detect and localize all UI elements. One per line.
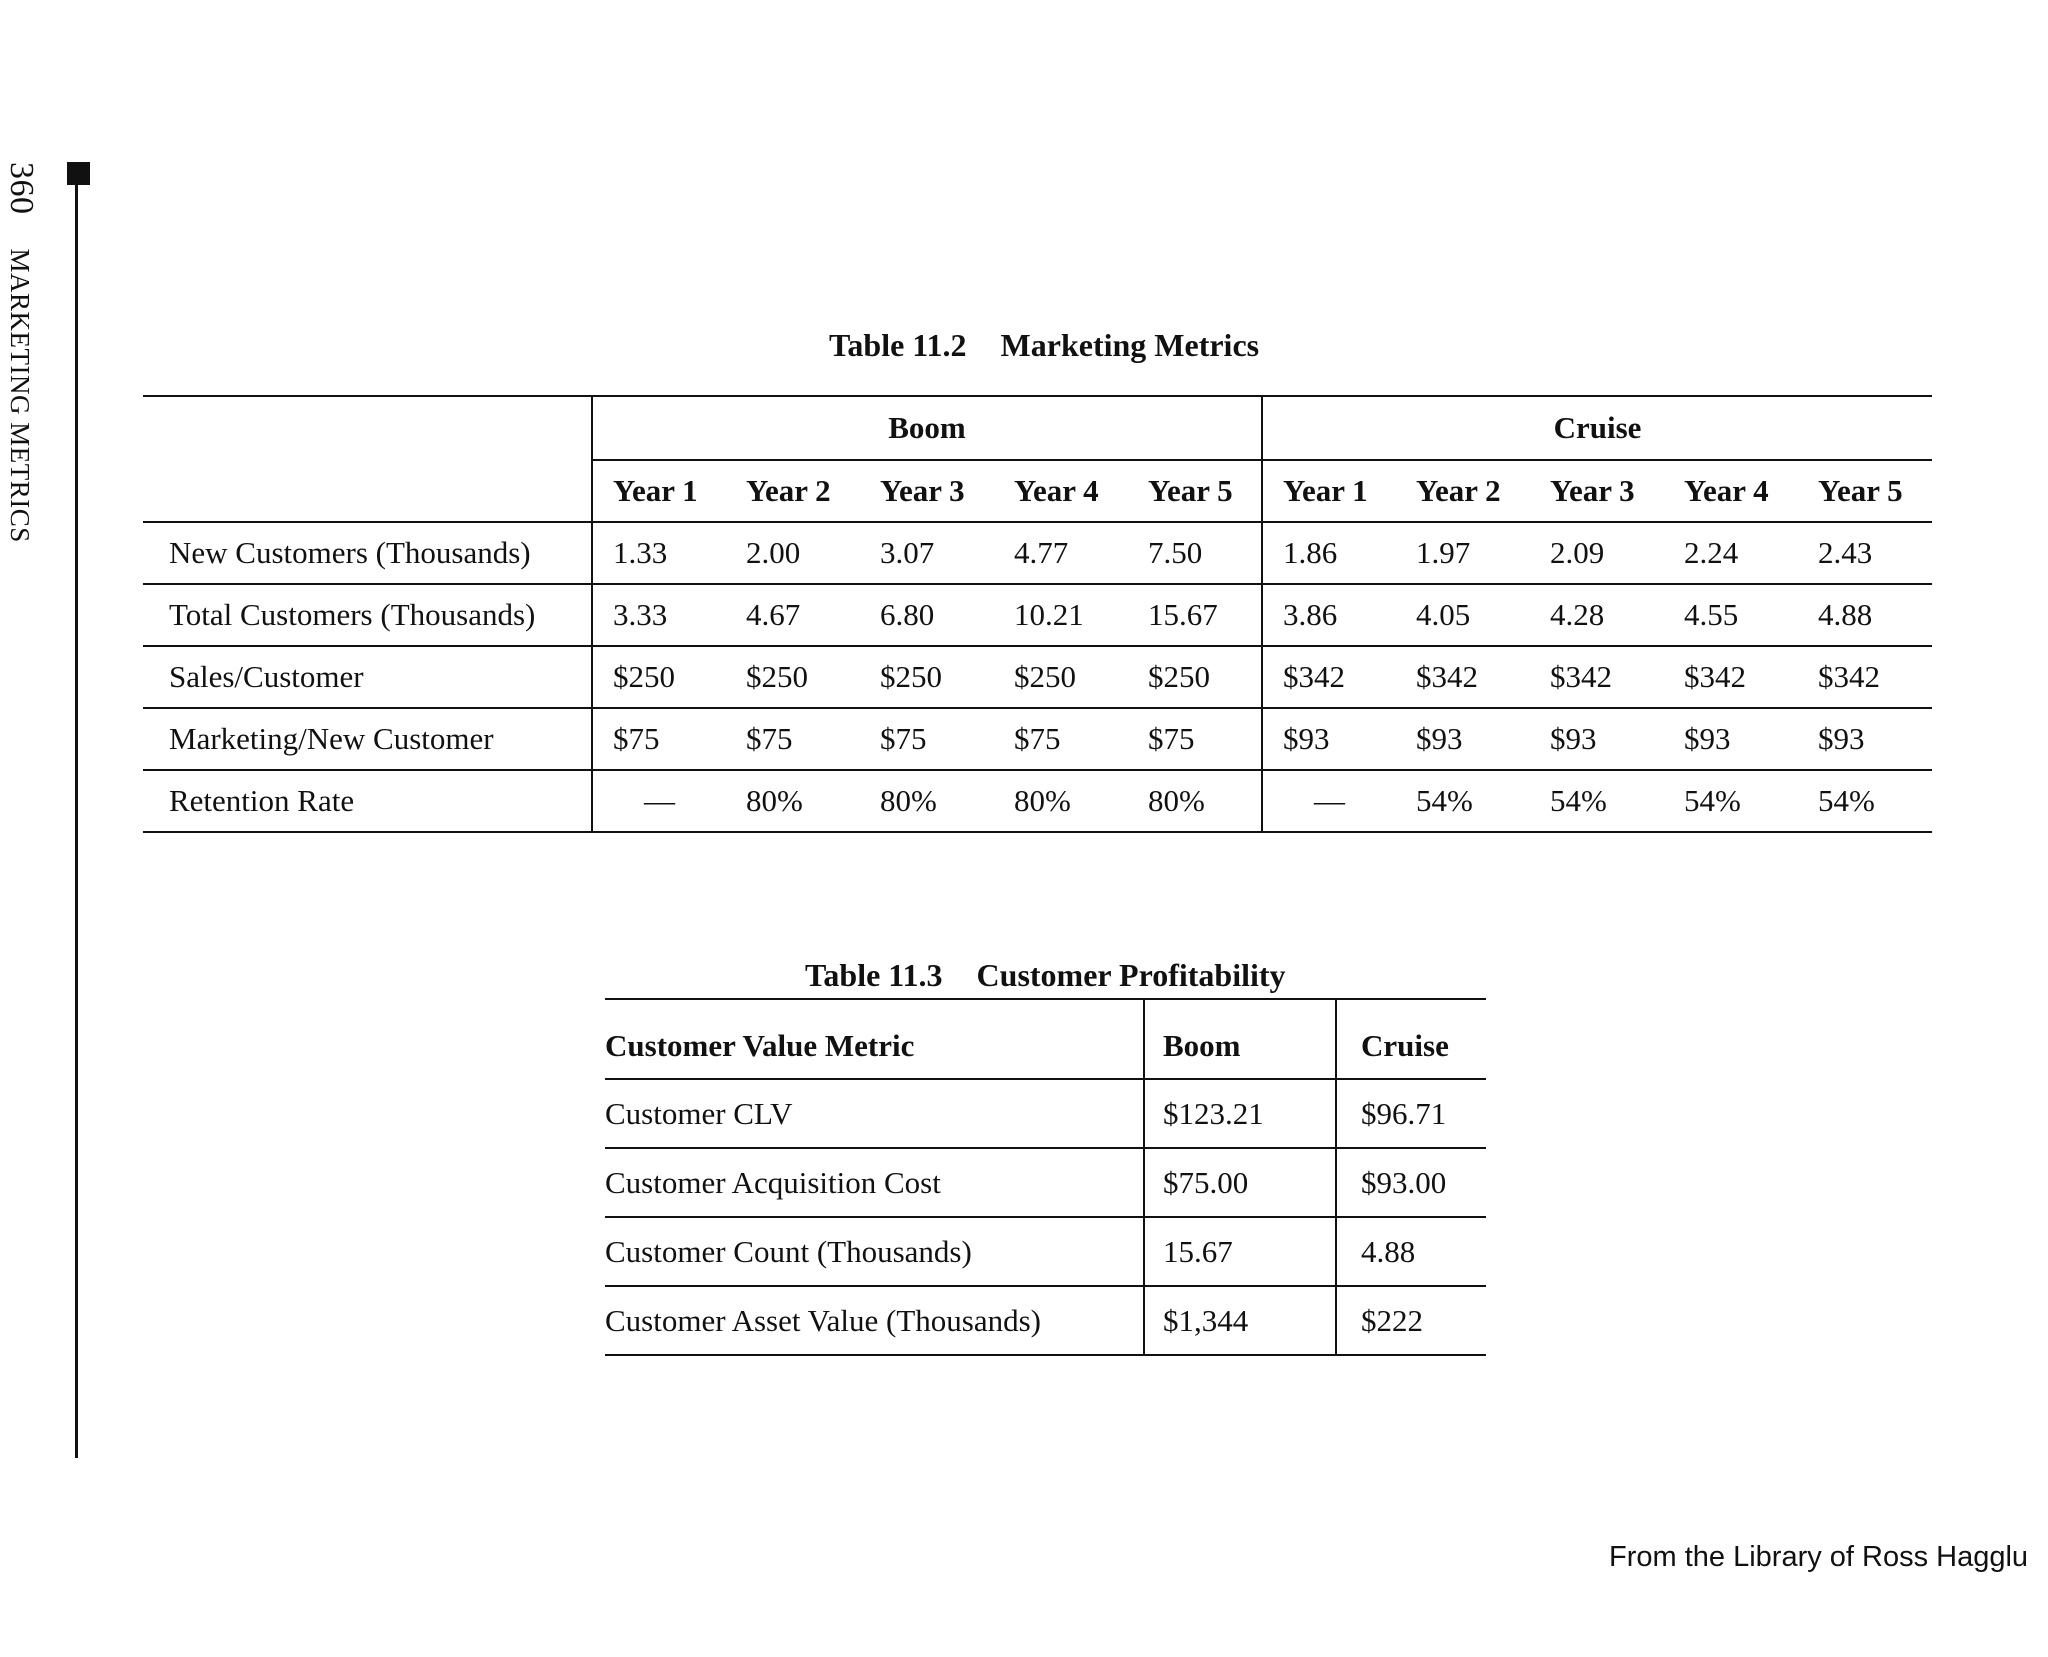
table-title: Customer Profitability: [976, 957, 1286, 993]
column-header: Year 5: [1148, 473, 1233, 508]
group-header-row: [143, 396, 1932, 460]
cell: $250: [860, 646, 994, 708]
cell: $250: [994, 646, 1128, 708]
cell: $250: [592, 646, 726, 708]
cell: 54%: [1396, 770, 1530, 832]
row-label: Marketing/New Customer: [143, 708, 592, 770]
column-header: Year 3: [880, 473, 965, 508]
row-label: Retention Rate: [143, 770, 592, 832]
margin-rule: [75, 163, 78, 1458]
cell: 1.33: [592, 522, 726, 584]
row-label: New Customers (Thousands): [143, 522, 592, 584]
cell: $342: [1262, 646, 1396, 708]
table-row: [605, 1148, 1486, 1217]
column-header: Year 3: [1550, 473, 1635, 508]
cell: 54%: [1664, 770, 1798, 832]
cell: 10.21: [994, 584, 1128, 646]
cell: $250: [726, 646, 860, 708]
cell: 4.88: [1336, 1217, 1486, 1286]
column-header: Year 1: [1262, 460, 1396, 522]
cell: $123.21: [1144, 1079, 1336, 1148]
cell: 54%: [1530, 770, 1664, 832]
cell: $75: [592, 708, 726, 770]
cell: $250: [1128, 646, 1262, 708]
cell: $93: [1396, 708, 1530, 770]
cell: 4.05: [1396, 584, 1530, 646]
row-label: Customer Asset Value (Thousands): [605, 1286, 1144, 1355]
row-label: Customer CLV: [605, 1079, 1144, 1148]
marketing-metrics-table: [143, 395, 1932, 833]
running-head-text: [2, 162, 40, 543]
table-number: Table 11.3: [805, 957, 943, 993]
customer-profitability-table: [605, 998, 1486, 1356]
cell: 15.67: [1144, 1217, 1336, 1286]
column-header: Year 1: [592, 460, 726, 522]
cell: $222: [1336, 1286, 1486, 1355]
row-label: Total Customers (Thousands): [143, 584, 592, 646]
table-row: [605, 1286, 1486, 1355]
cell: $75: [1128, 708, 1262, 770]
cell: 3.33: [592, 584, 726, 646]
section-title: MARKETING METRICS: [5, 248, 35, 543]
column-header: Year 5: [1818, 473, 1903, 508]
cell: $75: [860, 708, 994, 770]
column-header: Customer Value Metric: [605, 999, 1144, 1079]
cell: —: [1262, 770, 1396, 832]
cell: $96.71: [1336, 1079, 1486, 1148]
cell: 4.28: [1530, 584, 1664, 646]
cell: $93: [1798, 708, 1932, 770]
table-row: [605, 1079, 1486, 1148]
library-watermark: From the Library of Ross Hagglu: [1609, 1541, 2029, 1573]
column-header: Year 4: [1684, 473, 1769, 508]
cell: $93: [1664, 708, 1798, 770]
cell: 80%: [860, 770, 994, 832]
cell: 80%: [726, 770, 860, 832]
table-11-3-caption: [805, 957, 1286, 994]
cell: —: [592, 770, 726, 832]
cell: $93: [1262, 708, 1396, 770]
cell: 4.67: [726, 584, 860, 646]
cell: 54%: [1798, 770, 1932, 832]
cell: 3.86: [1262, 584, 1396, 646]
column-header: Year 2: [1416, 473, 1501, 508]
cell: 1.86: [1262, 522, 1396, 584]
cell: 2.09: [1530, 522, 1664, 584]
group-header-cruise: Cruise: [1262, 396, 1932, 460]
cell: $93: [1530, 708, 1664, 770]
cell: 4.88: [1798, 584, 1932, 646]
row-label-header: [143, 396, 592, 522]
table-row: [143, 584, 1932, 646]
cell: 1.97: [1396, 522, 1530, 584]
column-header: Year 2: [746, 473, 831, 508]
column-header: Year 4: [1014, 473, 1099, 508]
cell: $1,344: [1144, 1286, 1336, 1355]
cell: 15.67: [1128, 584, 1262, 646]
row-label: Customer Acquisition Cost: [605, 1148, 1144, 1217]
cell: 2.00: [726, 522, 860, 584]
cell: $75.00: [1144, 1148, 1336, 1217]
cell: $75: [994, 708, 1128, 770]
cell: $342: [1530, 646, 1664, 708]
cell: 80%: [1128, 770, 1262, 832]
column-header: Boom: [1144, 999, 1336, 1079]
group-header-boom: Boom: [592, 396, 1262, 460]
table-row: [143, 770, 1932, 832]
table-row: [605, 1217, 1486, 1286]
cell: $75: [726, 708, 860, 770]
column-header: Cruise: [1336, 999, 1486, 1079]
cell: $342: [1396, 646, 1530, 708]
cell: 7.50: [1128, 522, 1262, 584]
cell: $342: [1664, 646, 1798, 708]
cell: $342: [1798, 646, 1932, 708]
cell: 80%: [994, 770, 1128, 832]
cell: $93.00: [1336, 1148, 1486, 1217]
row-label: Sales/Customer: [143, 646, 592, 708]
cell: 2.24: [1664, 522, 1798, 584]
cell: 2.43: [1798, 522, 1932, 584]
running-head: [0, 0, 90, 1480]
page-number: 360: [3, 162, 40, 215]
row-label: Customer Count (Thousands): [605, 1217, 1144, 1286]
cell: 3.07: [860, 522, 994, 584]
cell: 6.80: [860, 584, 994, 646]
table-row: [143, 646, 1932, 708]
header-row: [605, 999, 1486, 1079]
table-title: Marketing Metrics: [1000, 327, 1260, 363]
margin-square-marker: [67, 162, 90, 185]
table-number: Table 11.2: [829, 327, 967, 363]
cell: 4.77: [994, 522, 1128, 584]
table-row: [143, 708, 1932, 770]
table-11-2-caption: [829, 327, 1259, 364]
table-row: [143, 522, 1932, 584]
cell: 4.55: [1664, 584, 1798, 646]
